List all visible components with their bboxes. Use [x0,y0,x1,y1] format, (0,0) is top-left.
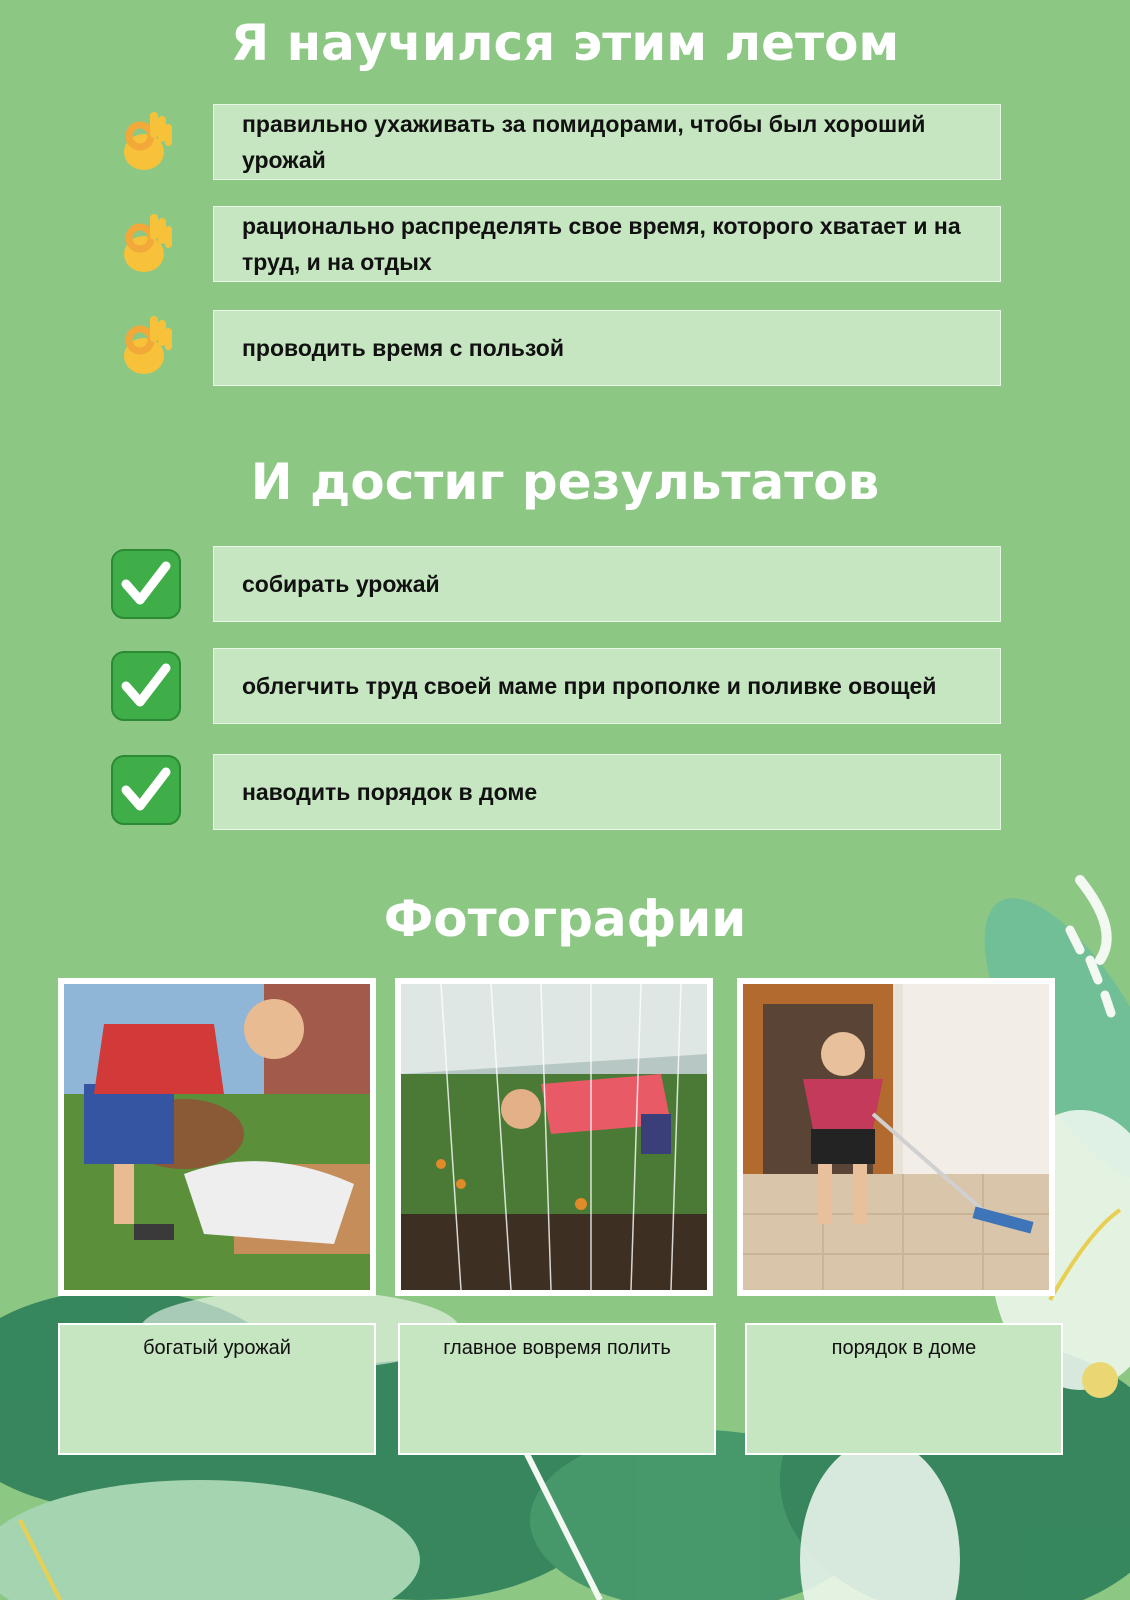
photo-harvest-image [64,984,370,1290]
check-mark-icon [110,754,182,826]
ok-hand-icon [110,310,182,382]
photo-caption-1: богатый урожай [58,1323,376,1455]
check-mark-icon [110,548,182,620]
learned-item-3: проводить время с пользой [213,310,1001,386]
section-title-results: И достиг результатов [250,453,880,511]
check-mark-icon [110,650,182,722]
result-item-2: облегчить труд своей маме при прополке и поливке овощей [213,648,1001,724]
section-title-learned: Я научился этим летом [230,14,900,72]
photo-cleaning [737,978,1055,1296]
photo-watering [395,978,713,1296]
photo-cleaning-image [743,984,1049,1290]
ok-hand-icon [110,106,182,178]
result-item-1: собирать урожай [213,546,1001,622]
photo-caption-2: главное вовремя полить [398,1323,716,1455]
ok-hand-icon [110,208,182,280]
photo-watering-image [401,984,707,1290]
section-title-photos: Фотографии [383,890,747,948]
result-item-3: наводить порядок в доме [213,754,1001,830]
learned-item-2: рационально распределять свое время, которого хватает и на труд, и на отдых [213,206,1001,282]
photo-harvest [58,978,376,1296]
learned-item-1: правильно ухаживать за помидорами, чтобы был хороший урожай [213,104,1001,180]
photo-caption-3: порядок в доме [745,1323,1063,1455]
